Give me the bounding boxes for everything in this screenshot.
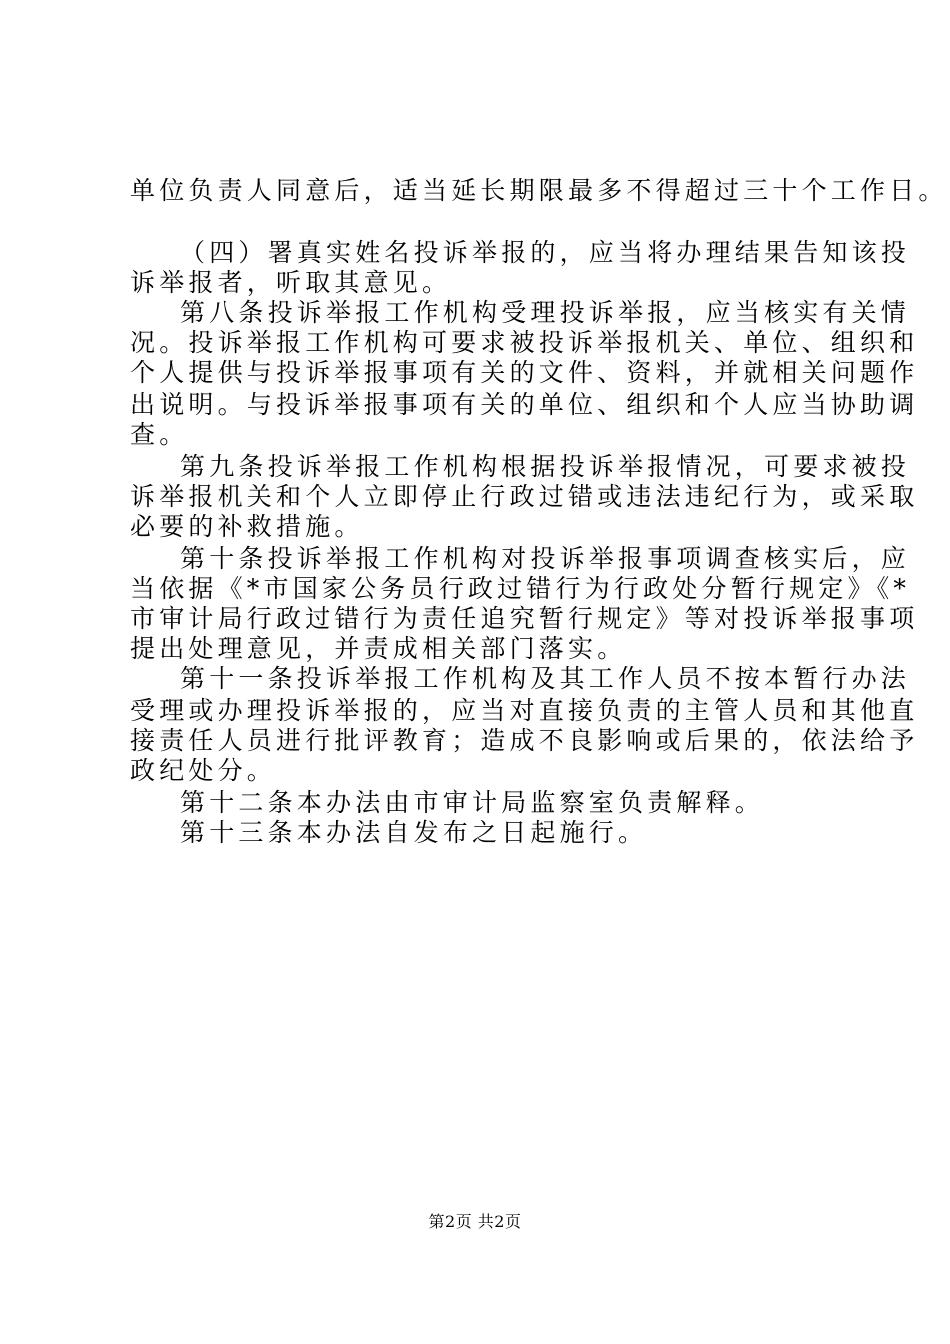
text-line: 必要的补救措施。: [130, 512, 364, 541]
text-line: 提出处理意见，并责成相关部门落实。: [130, 634, 627, 663]
text-line: 出说明。与投诉举报事项有关的单位、组织和个人应当协助调: [130, 390, 919, 419]
text-line: 查。: [130, 420, 189, 449]
text-line: 第十一条投诉举报工作机构及其工作人员不按本暂行办法: [180, 664, 911, 693]
text-line: 诉举报者，听取其意见。: [130, 268, 452, 297]
text-line: 市审计局行政过错行为责任追究暂行规定》等对投诉举报事项: [130, 604, 919, 633]
text-line: 接责任人员进行批评教育；造成不良影响或后果的，依法给予: [130, 726, 919, 755]
text-line: 个人提供与投诉举报事项有关的文件、资料，并就相关问题作: [130, 358, 919, 387]
text-line: 单位负责人同意后，适当延长期限最多不得超过三十个工作日。: [130, 176, 948, 205]
text-line: 况。投诉举报工作机构可要求被投诉举报机关、单位、组织和: [130, 328, 919, 357]
text-line: 政纪处分。: [130, 756, 277, 785]
text-line: 诉举报机关和个人立即停止行政过错或违法违纪行为，或采取: [130, 482, 919, 511]
text-line: （四）署真实姓名投诉举报的，应当将办理结果告知该投: [180, 238, 911, 267]
text-line: 第十条投诉举报工作机构对投诉举报事项调查核实后，应: [180, 544, 911, 573]
text-line: 第十二条本办法由市审计局监察室负责解释。: [180, 788, 765, 817]
text-line: 第九条投诉举报工作机构根据投诉举报情况，可要求被投: [180, 452, 911, 481]
page-number-footer: 第2页 共2页: [428, 1212, 522, 1231]
text-line: 受理或办理投诉举报的，应当对直接负责的主管人员和其他直: [130, 696, 919, 725]
text-line: 第八条投诉举报工作机构受理投诉举报，应当核实有关情: [180, 298, 911, 327]
text-line: 当依据《*市国家公务员行政过错行为行政处分暂行规定》《*: [130, 574, 911, 603]
text-line: 第十三条本办法自发布之日起施行。: [180, 818, 648, 847]
